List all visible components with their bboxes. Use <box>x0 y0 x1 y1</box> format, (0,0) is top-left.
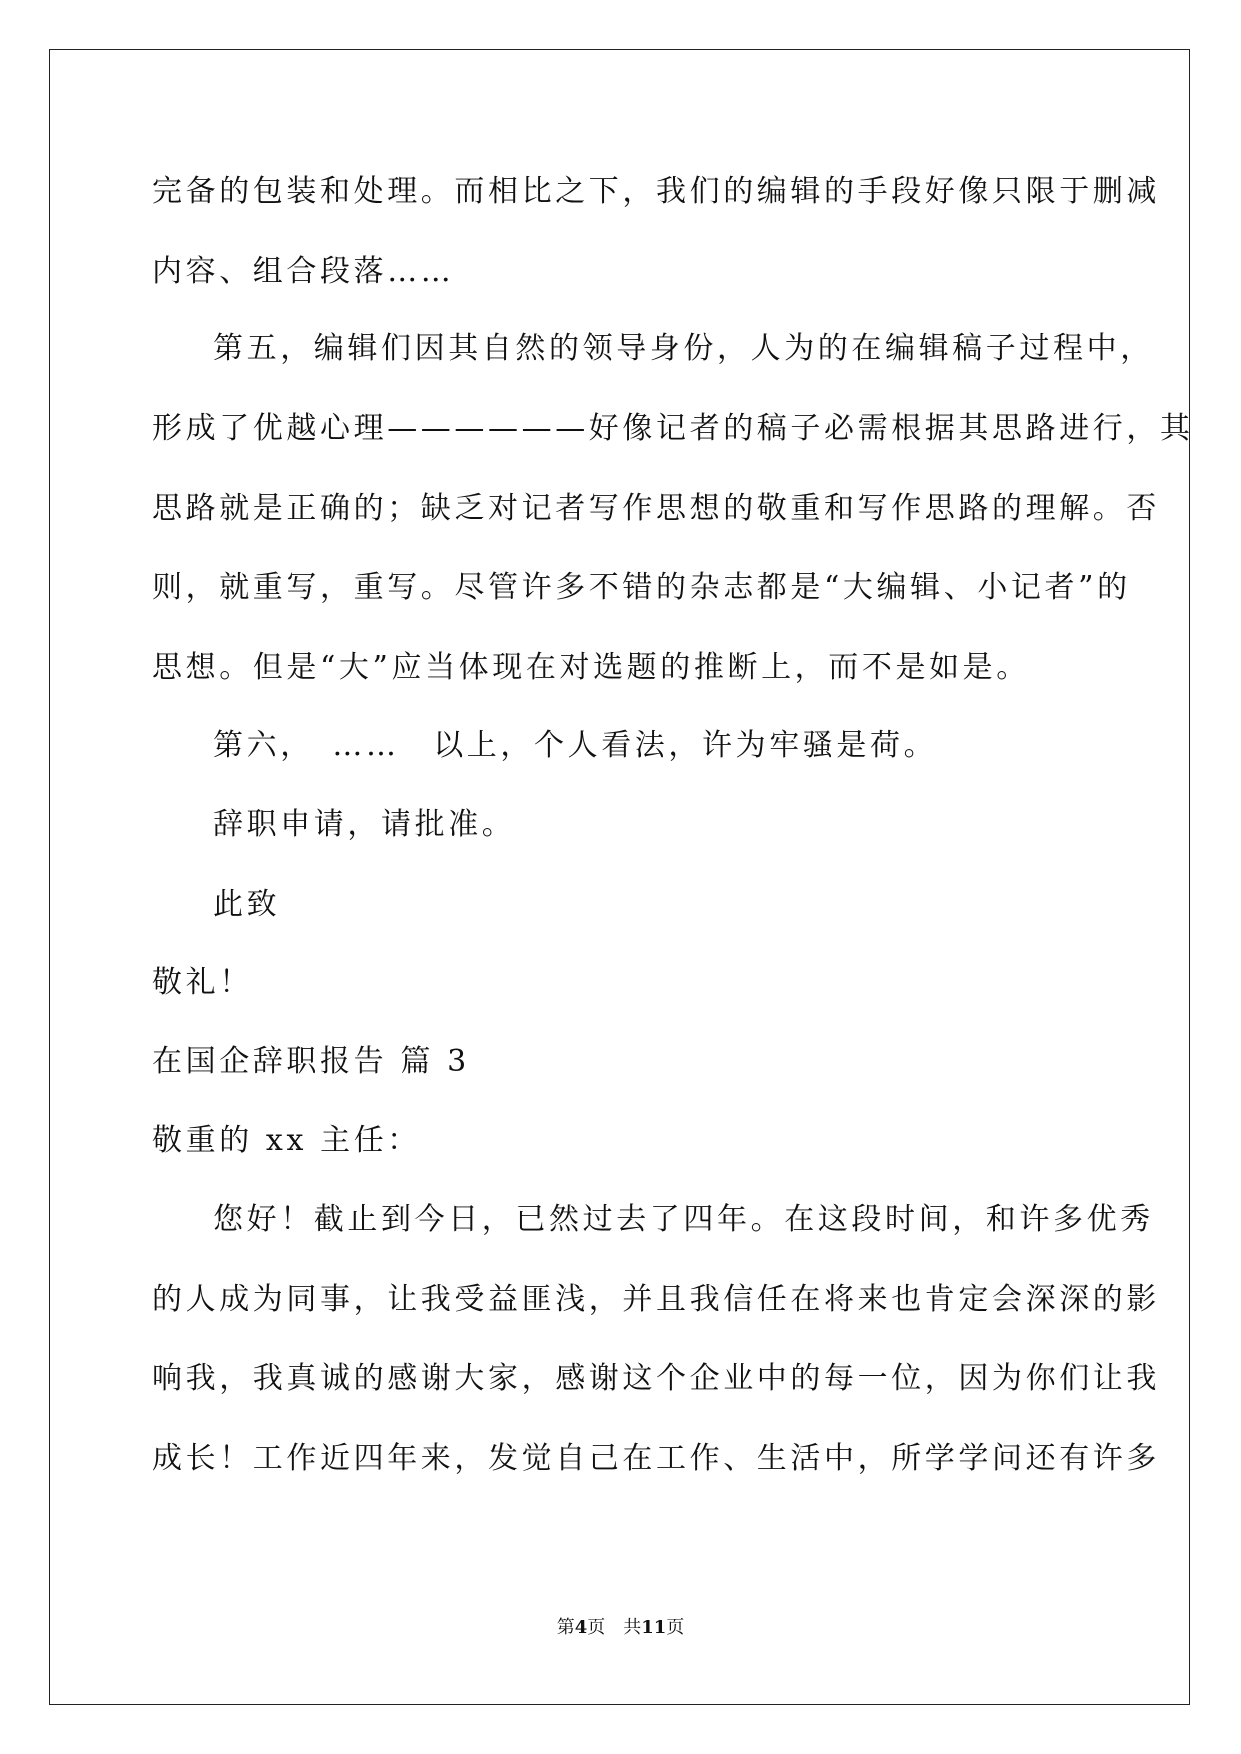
paragraph-start: 您好！截止到今日，已然过去了四年。在这段时间，和许多优秀 <box>213 1202 1154 1237</box>
footer-mid: 页 共 <box>587 1617 642 1638</box>
body-line: 思想。但是“大”应当体现在对选题的推断上，而不是如是。 <box>152 650 1030 685</box>
page-footer <box>0 1613 1241 1639</box>
body-line: 思路就是正确的；缺乏对记者写作思想的敬重和写作思路的理解。否 <box>152 491 1160 526</box>
body-line: 则，就重写，重写。尽管许多不错的杂志都是“大编辑、小记者”的 <box>152 570 1131 605</box>
body-line: 的人成为同事，让我受益匪浅，并且我信任在将来也肯定会深深的影 <box>152 1282 1160 1317</box>
salutation-line: 敬礼！ <box>152 965 253 1000</box>
page-number: 4 <box>574 1617 588 1638</box>
footer-suffix: 页 <box>666 1617 685 1638</box>
footer-prefix: 第 <box>556 1617 575 1638</box>
body-line: 响我，我真诚的感谢大家，感谢这个企业中的每一位，因为你们让我 <box>152 1361 1160 1396</box>
paragraph-start: 第六， …… 以上，个人看法，许为牢骚是荷。 <box>213 728 938 763</box>
total-pages: 11 <box>641 1617 667 1638</box>
body-line: 完备的包装和处理。而相比之下，我们的编辑的手段好像只限于删减 <box>152 174 1160 209</box>
paragraph-start: 辞职申请，请批准。 <box>213 807 516 842</box>
body-line: 成长！工作近四年来，发觉自己在工作、生活中，所学学问还有许多 <box>152 1441 1160 1476</box>
body-line: 内容、组合段落…… <box>152 254 455 289</box>
closing-line: 此致 <box>213 887 281 922</box>
section-heading: 在国企辞职报告 篇 3 <box>152 1044 470 1079</box>
body-line: 形成了优越心理——————好像记者的稿子必需根据其思路进行，其 <box>152 411 1194 446</box>
recipient-line: 敬重的 xx 主任： <box>152 1123 421 1158</box>
paragraph-start: 第五，编辑们因其自然的领导身份，人为的在编辑稿子过程中， <box>213 331 1154 366</box>
